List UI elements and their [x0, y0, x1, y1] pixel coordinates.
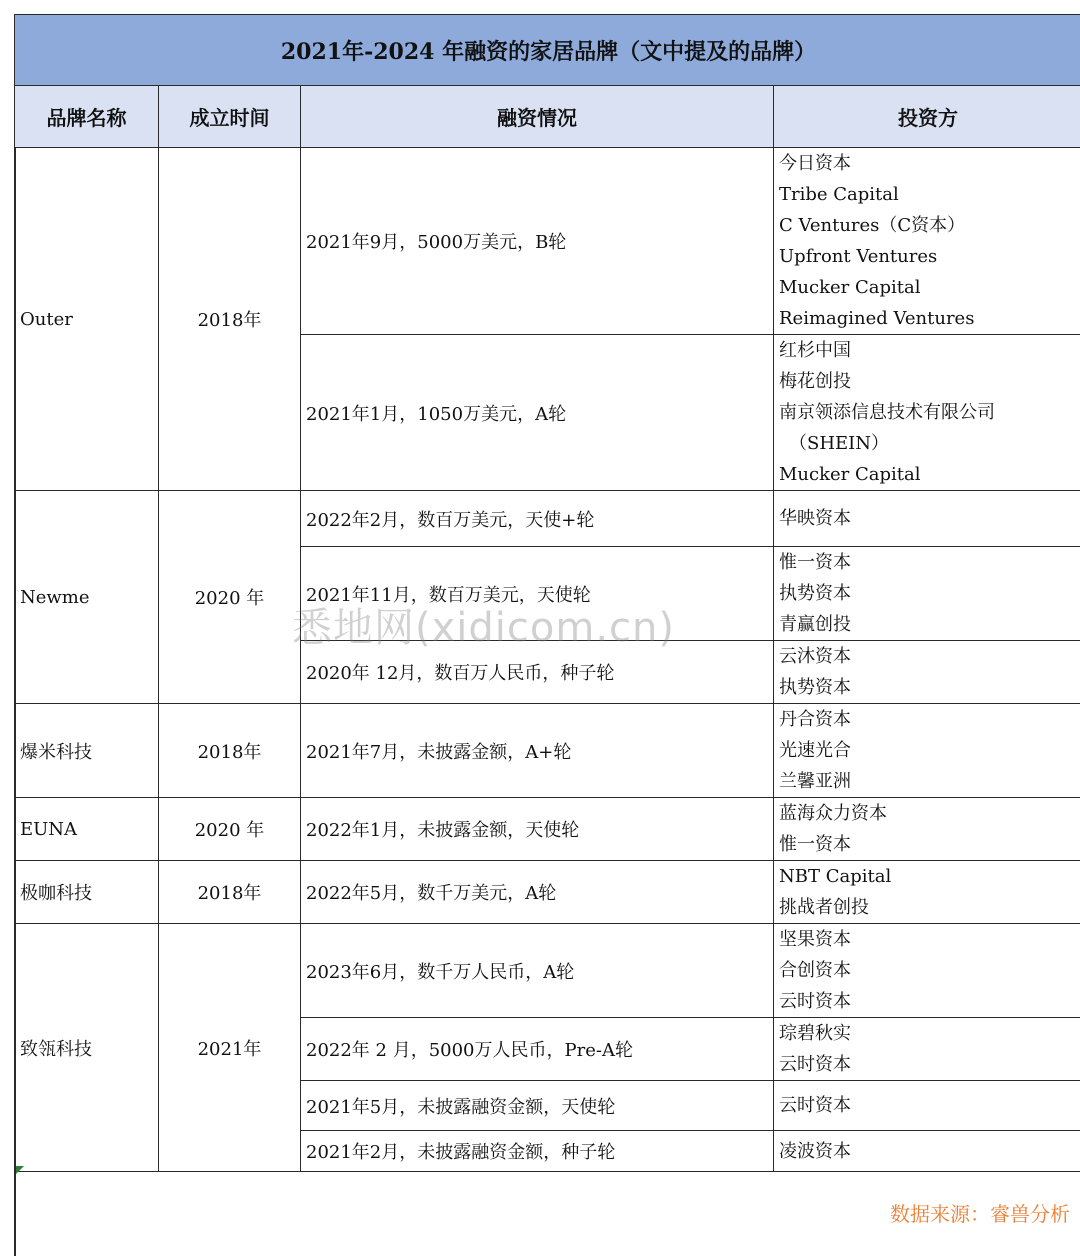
- header-financing: 融资情况: [301, 86, 774, 148]
- investor: 坚果资本: [779, 929, 851, 950]
- financing-cell: 2021年7月，未披露金额，A+轮: [301, 704, 774, 798]
- financing-cell: 2021年5月，未披露融资金额，天使轮: [301, 1081, 774, 1131]
- investor: 丹合资本: [779, 709, 851, 730]
- brand-cell: 极咖科技: [15, 861, 159, 924]
- investor: 兰馨亚洲: [779, 771, 851, 792]
- investor: 琮碧秋实: [779, 1023, 851, 1044]
- investor: Tribe Capital: [779, 184, 899, 205]
- investor: （SHEIN）: [789, 433, 890, 454]
- investors-cell: [774, 924, 1080, 1018]
- investors-cell: [774, 148, 1080, 335]
- investor: NBT Capital: [779, 866, 892, 887]
- investor: 华映资本: [779, 508, 851, 529]
- investors-cell: [774, 335, 1080, 491]
- brand-cell: Newme: [15, 491, 159, 704]
- investors-cell: [774, 1081, 1080, 1131]
- investor: 南京领添信息技术有限公司: [779, 402, 995, 423]
- financing-cell: 2022年1月，未披露金额，天使轮: [301, 798, 774, 861]
- financing-cell: 2021年2月，未披露融资金额，种子轮: [301, 1131, 774, 1172]
- founded-cell: 2018年: [159, 861, 301, 924]
- financing-cell: 2021年9月，5000万美元，B轮: [301, 148, 774, 335]
- investors-cell: [774, 704, 1080, 798]
- cell-marker: [16, 1166, 24, 1174]
- investor: 云时资本: [779, 1054, 851, 1075]
- data-source-note: 数据来源：睿兽分析: [890, 1202, 1070, 1226]
- financing-table: [14, 14, 1080, 1172]
- investor: 青赢创投: [779, 614, 851, 635]
- financing-cell: 2022年 2 月，5000万人民币，Pre-A轮: [301, 1018, 774, 1081]
- investor: 梅花创投: [779, 371, 851, 392]
- table-title: 2021年-2024 年融资的家居品牌（文中提及的品牌）: [15, 15, 1080, 86]
- founded-cell: 2018年: [159, 148, 301, 491]
- investor: 云沐资本: [779, 646, 851, 667]
- investor: 蓝海众力资本: [779, 803, 887, 824]
- investor: 今日资本: [779, 153, 851, 174]
- investor: 合创资本: [779, 960, 851, 981]
- financing-cell: 2020年 12月，数百万人民币，种子轮: [301, 641, 774, 704]
- investor: 红杉中国: [779, 340, 851, 361]
- header-founded: 成立时间: [159, 86, 301, 148]
- founded-cell: 2021年: [159, 924, 301, 1172]
- investors-cell: [774, 798, 1080, 861]
- investor: 挑战者创投: [779, 897, 869, 918]
- financing-cell: 2023年6月，数千万人民币，A轮: [301, 924, 774, 1018]
- founded-cell: 2020 年: [159, 491, 301, 704]
- financing-cell: 2021年11月，数百万美元，天使轮: [301, 547, 774, 641]
- investor: 凌波资本: [779, 1140, 851, 1162]
- founded-cell: 2020 年: [159, 798, 301, 861]
- financing-cell: 2022年2月，数百万美元，天使+轮: [301, 491, 774, 547]
- investor: 执势资本: [779, 677, 851, 698]
- header-investors: 投资方: [774, 86, 1080, 148]
- brand-cell: EUNA: [15, 798, 159, 861]
- financing-cell: 2022年5月，数千万美元，A轮: [301, 861, 774, 924]
- founded-cell: 2018年: [159, 704, 301, 798]
- investors-cell: [774, 491, 1080, 547]
- investor: 执势资本: [779, 583, 851, 604]
- watermark: 悉地网(xidicom.cn): [292, 605, 675, 651]
- investor: C Ventures（C资本）: [779, 215, 966, 236]
- investor: Mucker Capital: [779, 464, 921, 485]
- brand-cell: 爆米科技: [15, 704, 159, 798]
- investor: 惟一资本: [779, 552, 851, 573]
- financing-cell: 2021年1月，1050万美元，A轮: [301, 335, 774, 491]
- investors-cell: [774, 547, 1080, 641]
- investor: Upfront Ventures: [779, 246, 938, 267]
- investors-cell: [774, 1018, 1080, 1081]
- investor: 惟一资本: [779, 834, 851, 855]
- investors-cell: [774, 641, 1080, 704]
- investor: 光速光合: [779, 740, 851, 761]
- investor: Mucker Capital: [779, 277, 921, 298]
- investor: 云时资本: [779, 1095, 851, 1116]
- brand-cell: 致瓴科技: [15, 924, 159, 1172]
- investor: 云时资本: [779, 991, 851, 1012]
- header-brand: 品牌名称: [15, 86, 159, 148]
- investor: Reimagined Ventures: [779, 308, 975, 329]
- brand-cell: Outer: [15, 148, 159, 491]
- footer-area: [14, 1166, 1080, 1256]
- investors-cell: [774, 861, 1080, 924]
